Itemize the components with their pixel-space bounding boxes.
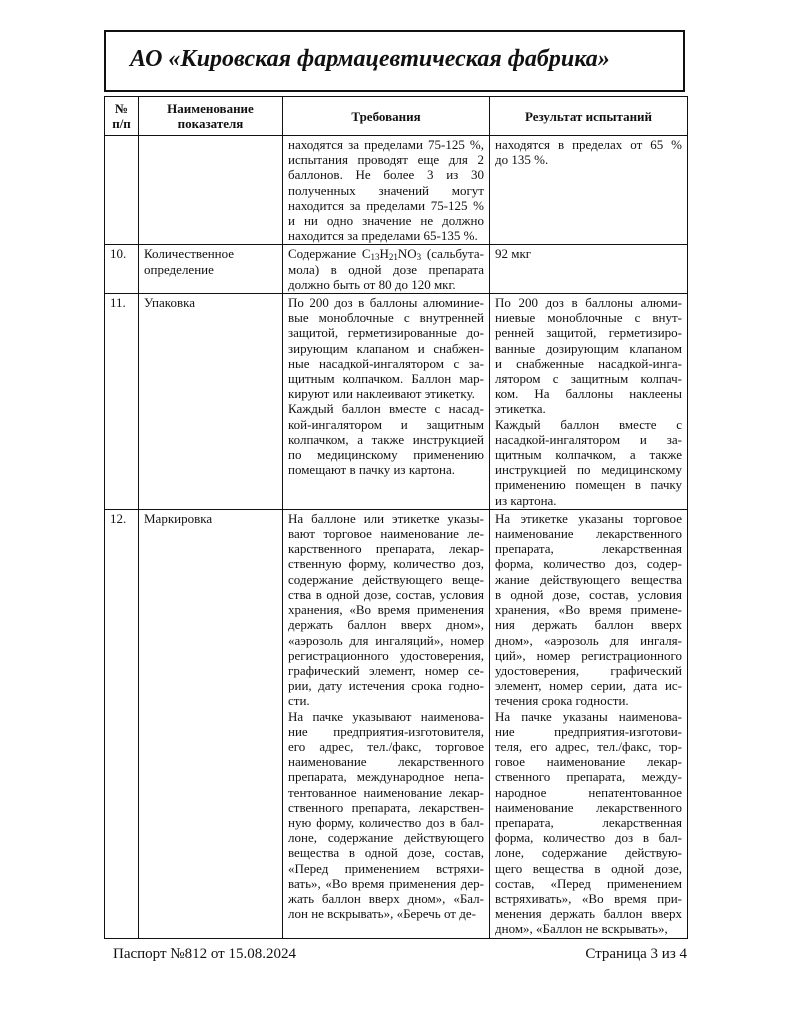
table-header-row xyxy=(105,97,688,136)
text-line: до 135 %. xyxy=(495,152,549,168)
text-line: по медицинскому применению xyxy=(288,447,484,463)
col-name: Наименование показателя xyxy=(139,97,283,136)
col-num: № п/п xyxy=(105,97,139,136)
requirements-cell xyxy=(283,136,490,245)
indicator-name: Упаковка xyxy=(139,294,283,510)
text-line: Содержание $C_{13}H_{21}NO_3$ (сальбута- xyxy=(288,246,484,263)
text-line: течения срока годности. xyxy=(495,693,629,709)
text-line: На пачке указывают наименова- xyxy=(288,708,484,724)
company-name: АО «Кировская фармацевтическая фабрика» xyxy=(130,46,610,72)
row-number: 11. xyxy=(105,294,139,510)
company-header xyxy=(104,30,685,92)
text-line: ные насадкой-ингалятором с за- xyxy=(288,355,484,371)
text-line: хранения, «Во время примене- xyxy=(495,602,682,618)
text-line: и снабженные насадкой-инга- xyxy=(495,355,682,371)
row-number: 12. xyxy=(105,509,139,938)
text-line: жание действующего вещества xyxy=(495,571,682,587)
text-line: ние предприятия-изготови- xyxy=(495,723,682,739)
text-line: форма, количество доз в бал- xyxy=(495,830,682,846)
text-line: мола) в одной дозе препарата xyxy=(288,261,484,277)
text-line: насадкой-ингалятором и за- xyxy=(495,431,682,447)
table-row xyxy=(105,509,688,938)
text-line: щего вещества в одной дозе, xyxy=(495,860,682,876)
text-line: лон не вскрывать», «Беречь от де- xyxy=(288,906,476,922)
row-number: 10. xyxy=(105,245,139,294)
indicator-name: Маркировка xyxy=(139,509,283,938)
text-line: ственного препарата, лекарствен- xyxy=(288,799,484,815)
text-line: По 200 доз в баллоны алюминие- xyxy=(288,295,484,311)
text-line: карственного препарата, лекар- xyxy=(288,541,484,557)
text-line: состав, «Перед применением xyxy=(495,875,682,891)
text-line: наименование лекарственного xyxy=(288,754,484,770)
text-line: вают торговое наименование ле- xyxy=(288,526,484,542)
text-line: ния держать баллон вверх xyxy=(495,617,682,633)
text-line: этикетка. xyxy=(495,401,546,417)
text-line: содержание действующего веще- xyxy=(288,571,484,587)
text-line: инструкцией по медицинскому xyxy=(495,462,682,478)
text-line: колпачком, а также инструкцией xyxy=(288,431,484,447)
text-line: лятором с защитным колпач- xyxy=(495,371,682,387)
text-line: дном», «аэрозоль для ингаля- xyxy=(495,632,682,648)
text-line: ственного препарата, между- xyxy=(495,769,682,785)
result-cell xyxy=(490,136,688,245)
text-line: помещают в пачку из картона. xyxy=(288,462,456,478)
text-line: тентованное наименование лекар- xyxy=(288,784,484,800)
indicator-name xyxy=(139,136,283,245)
text-line: из картона. xyxy=(495,492,557,508)
page-footer xyxy=(104,945,687,963)
text-line: 92 мкг xyxy=(495,246,532,262)
text-line: ственную форму, количество доз, xyxy=(288,556,484,572)
text-line: должно быть от 80 до 120 мкг. xyxy=(288,276,456,292)
text-line: вые моноблочные с внутренней xyxy=(288,310,484,326)
test-results-table xyxy=(104,96,688,939)
table-row xyxy=(105,245,688,294)
text-line: Каждый баллон вместе с xyxy=(495,416,682,432)
text-line: Каждый баллон вместе с насад- xyxy=(288,401,484,417)
text-line: находится за пределами 75-125 % xyxy=(288,197,484,213)
text-line: испытания проводят еще для 2 xyxy=(288,152,484,168)
result-cell xyxy=(490,509,688,938)
text-line: баллонов. Не более 3 из 30 xyxy=(288,167,484,183)
text-line: кой-ингалятором и защитным xyxy=(288,416,484,432)
text-line: говое наименование лекар- xyxy=(495,754,682,770)
text-line: препарата, лекарственная xyxy=(495,814,682,830)
text-line: зирующим клапаном и снабжен- xyxy=(288,340,484,356)
col-requirements: Требования xyxy=(283,97,490,136)
text-line: щитным колпачком. Баллон мар- xyxy=(288,371,484,387)
text-line: держать баллон вверх дном», xyxy=(288,617,484,633)
text-line: форма, количество доз, содер- xyxy=(495,556,682,572)
text-line: ства в одной дозе, состав, условия xyxy=(288,586,484,602)
text-line: ций», номер регистрационного xyxy=(495,647,682,663)
text-line: жать баллон вверх дном», «Бал- xyxy=(288,890,484,906)
requirements-cell xyxy=(283,245,490,294)
table-row xyxy=(105,294,688,510)
text-line: регистрационного удостоверения, xyxy=(288,647,484,663)
text-line: По 200 доз в баллоны алюми- xyxy=(495,295,682,311)
text-line: графический элемент, номер се- xyxy=(288,662,484,678)
text-line: дном», «Баллон не вскрывать», xyxy=(495,921,668,937)
result-cell xyxy=(490,294,688,510)
text-line: На этикетке указаны торговое xyxy=(495,510,682,526)
text-line: лоне, содержание действующего xyxy=(288,830,484,846)
text-line: «Перед применением встряхи- xyxy=(288,860,484,876)
table-row xyxy=(105,136,688,245)
text-line: находятся в пределах от 65 % xyxy=(495,137,682,152)
text-line: и ни одно значение не должно xyxy=(288,213,484,229)
text-line: встряхивать», «Во время при- xyxy=(495,890,682,906)
text-line: вать», «Во время применения дер- xyxy=(288,875,484,891)
text-line: вещества в одной дозе, состав, xyxy=(288,845,484,861)
text-line: наименование лекарственного xyxy=(495,799,682,815)
text-line: ние предприятия-изготовителя, xyxy=(288,723,484,739)
text-line: ком. На баллоны наклеены xyxy=(495,386,682,402)
text-line: ниевые моноблочные с внут- xyxy=(495,310,682,326)
text-line: теля, его адрес, тел./факс, тор- xyxy=(495,738,682,754)
text-line: препарата, международное непа- xyxy=(288,769,484,785)
text-line: применению помещен в пачку xyxy=(495,477,682,493)
text-line: ную форму, количество доз в бал- xyxy=(288,814,484,830)
page-number: Страница 3 из 4 xyxy=(585,945,687,962)
passport-number: Паспорт №812 от 15.08.2024 xyxy=(113,945,296,962)
text-line: препарата, лекарственная xyxy=(495,541,682,557)
text-line: полученных значений могут xyxy=(288,182,484,198)
text-line: На пачке указаны наименова- xyxy=(495,708,682,724)
text-line: его адрес, тел./факс, торговое xyxy=(288,738,484,754)
text-line: сти. xyxy=(288,693,310,709)
text-line: ванные дозирующим клапаном xyxy=(495,340,682,356)
text-line: щитным колпачком, а также xyxy=(495,447,682,463)
indicator-name: Количественное определение xyxy=(139,245,283,294)
row-number xyxy=(105,136,139,245)
text-line: На баллоне или этикетке указы- xyxy=(288,510,484,526)
text-line: хранения, «Во время применения xyxy=(288,602,484,618)
text-line: находится за пределами 65-135 %. xyxy=(288,228,478,244)
text-line: ренней защитой, герметизиро- xyxy=(495,325,682,341)
text-line: элемент, номер серии, дата ис- xyxy=(495,678,682,694)
text-line: лоне, содержание действую- xyxy=(495,845,682,861)
requirements-cell xyxy=(283,509,490,938)
text-line: защитой, герметизированные до- xyxy=(288,325,484,341)
result-cell xyxy=(490,245,688,294)
text-line: в одной дозе, состав, условия xyxy=(495,586,682,602)
text-line: рии, дату истечения срока годно- xyxy=(288,678,484,694)
text-line: находятся за пределами 75-125 %, xyxy=(288,137,484,152)
text-line: менения держать баллон вверх xyxy=(495,906,682,922)
text-line: наименование лекарственного xyxy=(495,526,682,542)
text-line: народное непатентованное xyxy=(495,784,682,800)
col-results: Результат испытаний xyxy=(490,97,688,136)
text-line: удостоверения, графический xyxy=(495,662,682,678)
text-line: кируют или наклеивают этикетку. xyxy=(288,386,475,402)
requirements-cell xyxy=(283,294,490,510)
document-body xyxy=(104,96,687,963)
text-line: «аэрозоль для ингаляций», номер xyxy=(288,632,484,648)
